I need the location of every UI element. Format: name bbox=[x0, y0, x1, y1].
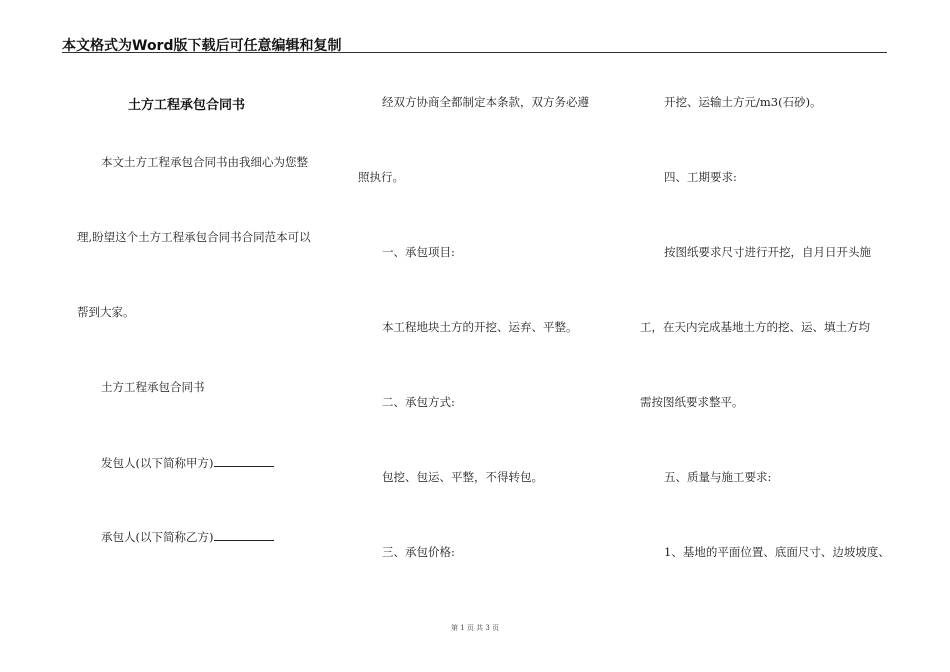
paragraph-line: 理,盼望这个土方工程承包合同书合同范本可以 bbox=[77, 230, 311, 244]
section-heading: 三、承包价格: bbox=[382, 545, 455, 559]
party-b-label: 承包人(以下简称乙方) bbox=[101, 530, 214, 544]
section-heading: 二、承包方式: bbox=[382, 395, 455, 409]
party-a-blank bbox=[214, 456, 274, 467]
paragraph-line: 本文土方工程承包合同书由我细心为您整 bbox=[101, 155, 308, 169]
party-a-label: 发包人(以下简称甲方) bbox=[101, 456, 214, 470]
section-heading: 一、承包项目: bbox=[382, 245, 455, 259]
paragraph-line: 包挖、包运、平整，不得转包。 bbox=[382, 470, 543, 484]
paragraph-line: 开挖、运输土方元/m3(石砂)。 bbox=[664, 95, 822, 109]
paragraph-line: 土方工程承包合同书 bbox=[101, 380, 205, 394]
party-a-line bbox=[101, 455, 274, 471]
header-title: 本文格式为Word版下载后可任意编辑和复制 bbox=[62, 38, 342, 54]
paragraph-line: 按图纸要求尺寸进行开挖，自月日开头施 bbox=[664, 245, 871, 259]
paragraph-line: 经双方协商全都制定本条款，双方务必遵 bbox=[382, 95, 589, 109]
paragraph-line: 本工程地块土方的开挖、运弃、平整。 bbox=[382, 320, 578, 334]
section-heading: 四、工期要求: bbox=[664, 170, 737, 184]
page-number: 第 1 页 共 3 页 bbox=[450, 624, 500, 632]
section-heading: 五、质量与施工要求: bbox=[664, 470, 772, 484]
paragraph-line: 1、基地的平面位置、底面尺寸、边坡坡度、 bbox=[664, 545, 890, 559]
paragraph-line: 需按图纸要求整平。 bbox=[640, 395, 744, 409]
paragraph-line: 帮到大家。 bbox=[77, 305, 135, 319]
paragraph-line: 工，在天内完成基地土方的挖、运、填土方均 bbox=[640, 320, 870, 334]
party-b-blank bbox=[214, 530, 274, 541]
header-divider bbox=[62, 52, 887, 53]
party-b-line bbox=[101, 529, 274, 545]
doc-title: 土方工程承包合同书 bbox=[128, 98, 246, 113]
paragraph-line: 照执行。 bbox=[358, 170, 404, 184]
